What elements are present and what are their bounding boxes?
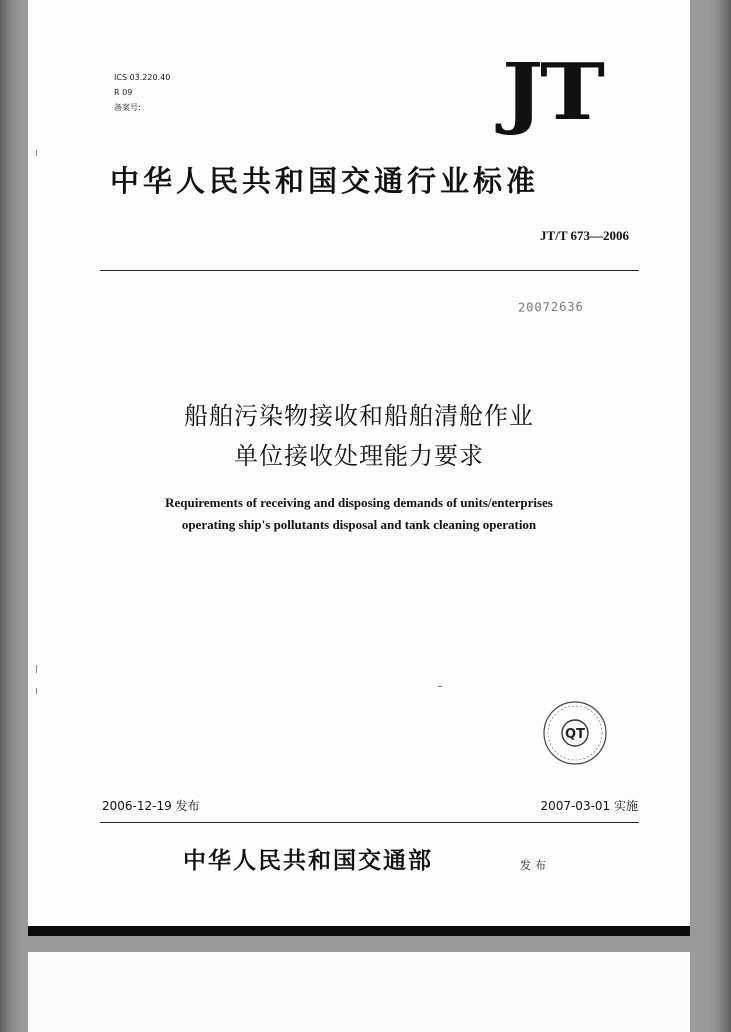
bottom-divider	[100, 822, 639, 823]
next-page-edge	[28, 952, 690, 1032]
issue-date: 2006-12-19 发布	[102, 799, 200, 813]
record-number-label: 备案号:	[114, 103, 141, 112]
standard-title: 中华人民共和国交通行业标准	[110, 164, 540, 198]
chinese-title-line-1: 船舶污染物接收和船舶清舱作业	[184, 402, 534, 430]
effective-date: 2007-03-01 实施	[540, 799, 638, 813]
issue-label: 发布	[520, 859, 550, 872]
qt-seal-icon	[542, 700, 608, 766]
stamp-number: 20072636	[517, 299, 584, 315]
english-title-line-1: Requirements of receiving and disposing demands of units/enterprises	[165, 495, 553, 510]
chinese-title-line-2: 单位接收处理能力要求	[234, 442, 484, 470]
top-divider	[100, 270, 639, 271]
classification-block	[114, 70, 170, 115]
ics-code: ICS 03.220.40	[114, 73, 171, 82]
document-page	[28, 0, 690, 936]
jt-logo: JT	[502, 47, 602, 138]
scan-speck	[438, 686, 442, 687]
english-title-line-2: operating ship's pollutants disposal and tank cleaning operation	[181, 517, 537, 532]
issuing-authority: 中华人民共和国交通部	[183, 848, 433, 874]
scan-speck	[36, 688, 37, 694]
scan-speck	[36, 150, 37, 156]
standard-code: JT/T 673—2006	[540, 228, 629, 243]
seal-text: QT	[565, 727, 585, 742]
class-code: R 09	[114, 88, 133, 97]
scan-speck	[36, 665, 37, 673]
